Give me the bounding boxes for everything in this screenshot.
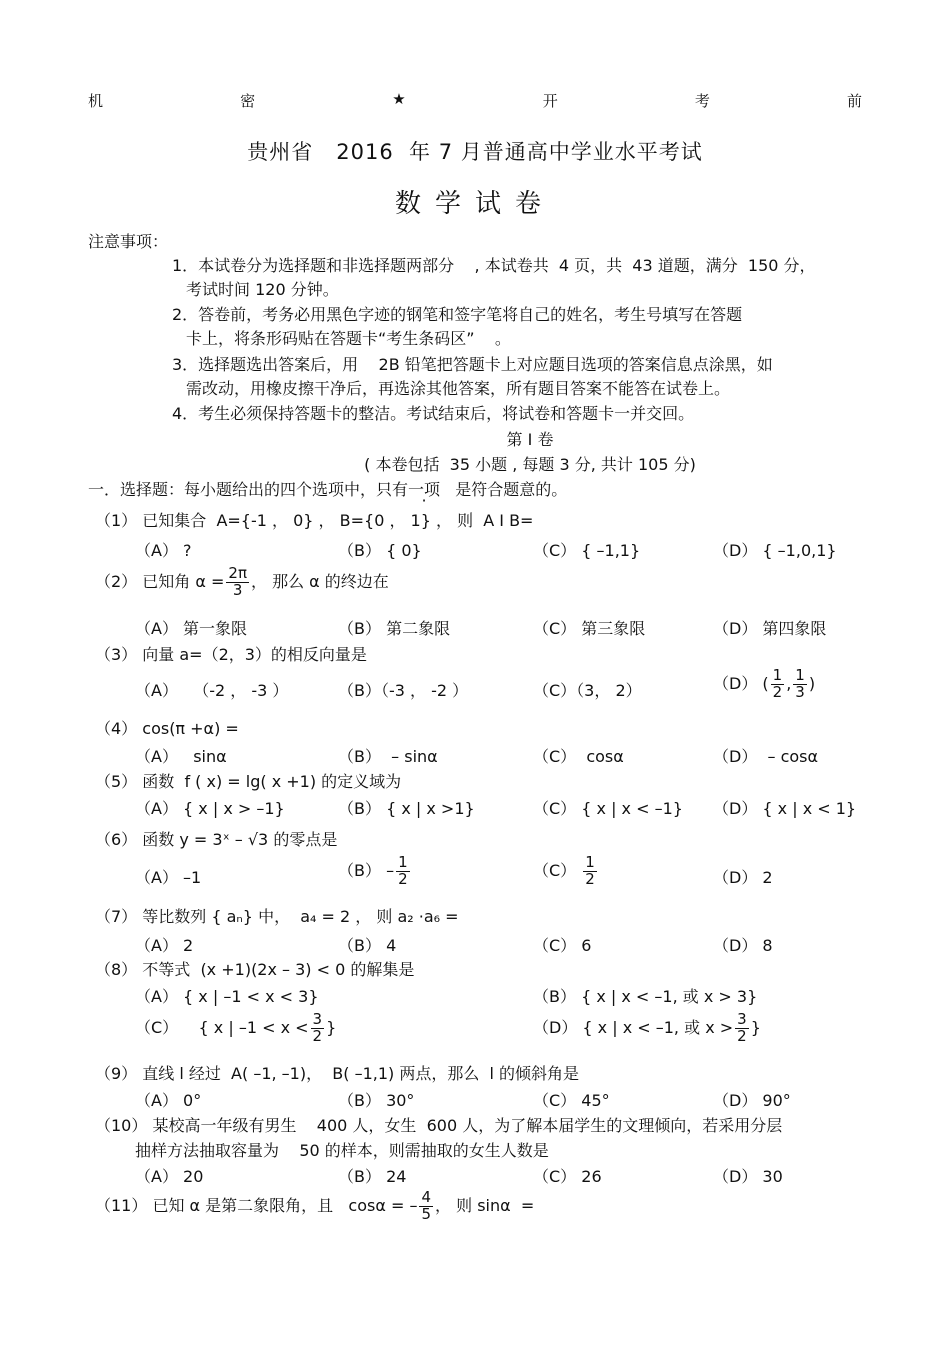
q9-option-a: （A） 0°: [135, 1091, 202, 1110]
note-line: 卡上，将条形码贴在答题卡“考生条码区” 。: [186, 329, 511, 348]
notes-heading: 注意事项：: [88, 232, 169, 251]
q4-option-a: （A） sinα: [135, 747, 227, 766]
question-2: [95, 566, 389, 599]
q3-d-sep: ,: [786, 673, 792, 693]
q7-option-a: （A） 2: [135, 936, 194, 955]
q8-c-fraction: [311, 1012, 325, 1045]
fraction-numerator: 3: [312, 1010, 323, 1028]
confidential-char: 开: [542, 92, 558, 110]
fraction-numerator: 1: [398, 853, 408, 871]
note-line: 1．本试卷分为选择题和非选择题两部分 , 本试卷共 4 页，共 43 道题，满分 150 分，: [172, 256, 816, 275]
q10-option-a: （A） 20: [135, 1167, 204, 1186]
q8-d-pre: （D） { x | x < –1, 或 x >: [533, 1017, 734, 1037]
q1-option-c: （C） { –1,1}: [533, 541, 641, 560]
q8-d-post: }: [750, 1017, 761, 1037]
fraction-numerator: 3: [737, 1010, 747, 1028]
question-10-cont: 抽样方法抽取容量为 50 的样本，则需抽取的女生人数是: [135, 1141, 549, 1160]
note-line: 3．选择题选出答案后，用 2B 铅笔把答题卡上对应题目选项的答案信息点涂黑，如: [172, 355, 773, 374]
q4-option-d: （D） – cosα: [713, 747, 819, 766]
q10-option-b: （B） 24: [338, 1167, 407, 1186]
q1-option-a: （A） ?: [135, 541, 192, 560]
exam-subtitle: 数学试卷: [394, 189, 555, 219]
confidential-char: 考: [694, 92, 710, 110]
question-1: （1） 已知集合 A={-1 ， 0} ， B={0 ， 1} ， 则 A I B=: [95, 511, 534, 530]
confidential-char: 前: [846, 92, 862, 110]
fraction-numerator: 1: [585, 853, 595, 871]
fraction-denominator: 3: [232, 580, 243, 599]
q3-option-b: （B）（-3 ， -2 ）: [338, 681, 469, 700]
q10-option-d: （D） 30: [713, 1167, 783, 1186]
q2-option-b: （B） 第二象限: [338, 619, 451, 638]
q5-option-d: （D） { x | x < 1}: [713, 799, 857, 818]
q8-c-pre: （C） { x | –1 < x <: [135, 1017, 309, 1037]
part-label: 第 I 卷: [506, 430, 554, 449]
q6-option-a: （A） –1: [135, 868, 202, 887]
q2-stem-post: ， 那么 α 的终边在: [250, 571, 389, 591]
q10-option-c: （C） 26: [533, 1167, 602, 1186]
note-line: 需改动，用橡皮擦干净后，再选涂其他答案，所有题目答案不能答在试卷上。: [186, 379, 731, 398]
q8-d-fraction: [735, 1012, 749, 1045]
q3-option-d: [713, 668, 815, 701]
q6-b-pre: （B） –: [338, 860, 395, 880]
part-description: ( 本卷包括 35 小题 , 每题 3 分, 共计 105 分): [364, 455, 696, 474]
question-5: （5） 函数 f ( x) = lg( x +1) 的定义域为: [95, 772, 402, 791]
q8-c-post: }: [326, 1017, 337, 1037]
question-11: [95, 1190, 534, 1223]
q6-c-label: （C）: [533, 860, 577, 880]
question-3: （3） 向量 a=（2，3）的相反向量是: [95, 645, 367, 664]
note-line: 考试时间 120 分钟。: [186, 280, 339, 299]
q5-option-c: （C） { x | x < –1}: [533, 799, 683, 818]
q11-stem-post: ， 则 sinα =: [435, 1195, 535, 1215]
fraction-numerator: 1: [772, 666, 783, 684]
q5-option-b: （B） { x | x >1}: [338, 799, 475, 818]
q8-option-b: （B） { x | x < –1, 或 x > 3}: [533, 987, 758, 1006]
q6-option-c: [533, 855, 599, 888]
question-4: （4） cos(π +α) =: [95, 719, 239, 738]
fraction-numerator: 2π: [228, 564, 247, 582]
fraction-denominator: 5: [421, 1204, 432, 1223]
q2-option-c: （C） 第三象限: [533, 619, 646, 638]
question-6: （6） 函数 y = 3ˣ – √3 的零点是: [95, 830, 338, 849]
q11-stem-pre: （11） 已知 α 是第二象限角，且 cosα = –: [95, 1195, 418, 1215]
fraction-denominator: 2: [398, 869, 408, 888]
q8-option-c: [135, 1012, 336, 1045]
section-text: 一．选择题：每小题给出的四个选项中，只有: [88, 480, 409, 499]
q3-d-pre: （D） (: [713, 673, 769, 693]
section-text: 是符合题意的。: [455, 480, 568, 499]
q11-fraction: [419, 1190, 433, 1223]
q3-option-a: （A） （-2 ， -3 ）: [135, 681, 289, 700]
q8-option-a: （A） { x | –1 < x < 3}: [135, 987, 319, 1006]
star-icon: ★: [392, 90, 406, 108]
q3-d-post: ): [808, 673, 816, 693]
question-9: （9） 直线 l 经过 A( –1, –1)， B( –1,1) 两点，那么 l 的倾斜角是: [95, 1064, 580, 1083]
q9-option-c: （C） 45°: [533, 1091, 610, 1110]
fraction-denominator: 3: [795, 682, 805, 701]
q9-option-b: （B） 30°: [338, 1091, 415, 1110]
q3-d-fraction-1: [771, 668, 785, 701]
q8-option-d: [533, 1012, 761, 1045]
q7-option-d: （D） 8: [713, 936, 773, 955]
question-7: （7） 等比数列 { aₙ} 中， a₄ = 2 ， 则 a₂ ·a₆ =: [95, 907, 459, 926]
q1-option-d: （D） { –1,0,1}: [713, 541, 837, 560]
q3-option-c: （C）（3， 2）: [533, 681, 642, 700]
section-emphasis: 一项: [408, 480, 441, 499]
q6-option-b: [338, 855, 412, 888]
q2-option-a: （A） 第一象限: [135, 619, 248, 638]
fraction-denominator: 2: [312, 1026, 323, 1045]
q9-option-d: （D） 90°: [713, 1091, 791, 1110]
q2-fraction: [226, 566, 249, 599]
q3-d-fraction-2: [793, 668, 807, 701]
fraction-denominator: 2: [585, 869, 595, 888]
q2-stem-pre: （2） 已知角 α =: [95, 571, 225, 591]
fraction-denominator: 2: [737, 1026, 747, 1045]
q6-c-fraction: [583, 855, 597, 888]
q2-option-d: （D） 第四象限: [713, 619, 827, 638]
fraction-numerator: 1: [795, 666, 805, 684]
section-heading: [88, 477, 567, 500]
fraction-denominator: 2: [772, 682, 783, 701]
note-line: 4．考生必须保持答题卡的整洁。考试结束后，将试卷和答题卡一并交回。: [172, 404, 695, 423]
note-line: 2．答卷前，考务必用黑色字迹的钢笔和签字笔将自己的姓名，考生号填写在答题: [172, 305, 743, 324]
q7-option-b: （B） 4: [338, 936, 397, 955]
q4-option-c: （C） cosα: [533, 747, 624, 766]
q6-b-fraction: [396, 855, 410, 888]
confidential-char: 密: [240, 92, 256, 110]
q5-option-a: （A） { x | x > –1}: [135, 799, 285, 818]
q1-option-b: （B） { 0}: [338, 541, 422, 560]
fraction-numerator: 4: [421, 1188, 432, 1206]
question-8: （8） 不等式 (x +1)(2x – 3) < 0 的解集是: [95, 960, 415, 979]
confidential-char: 机: [88, 92, 104, 110]
q6-option-d: （D） 2: [713, 868, 773, 887]
q4-option-b: （B） – sinα: [338, 747, 438, 766]
exam-title: 贵州省 2016 年 7 月普通高中学业水平考试: [247, 140, 703, 164]
question-10: （10） 某校高一年级有男生 400 人，女生 600 人，为了解本届学生的文理倾向，若采用分层: [95, 1116, 783, 1135]
q7-option-c: （C） 6: [533, 936, 592, 955]
confidential-notice: [88, 90, 862, 111]
